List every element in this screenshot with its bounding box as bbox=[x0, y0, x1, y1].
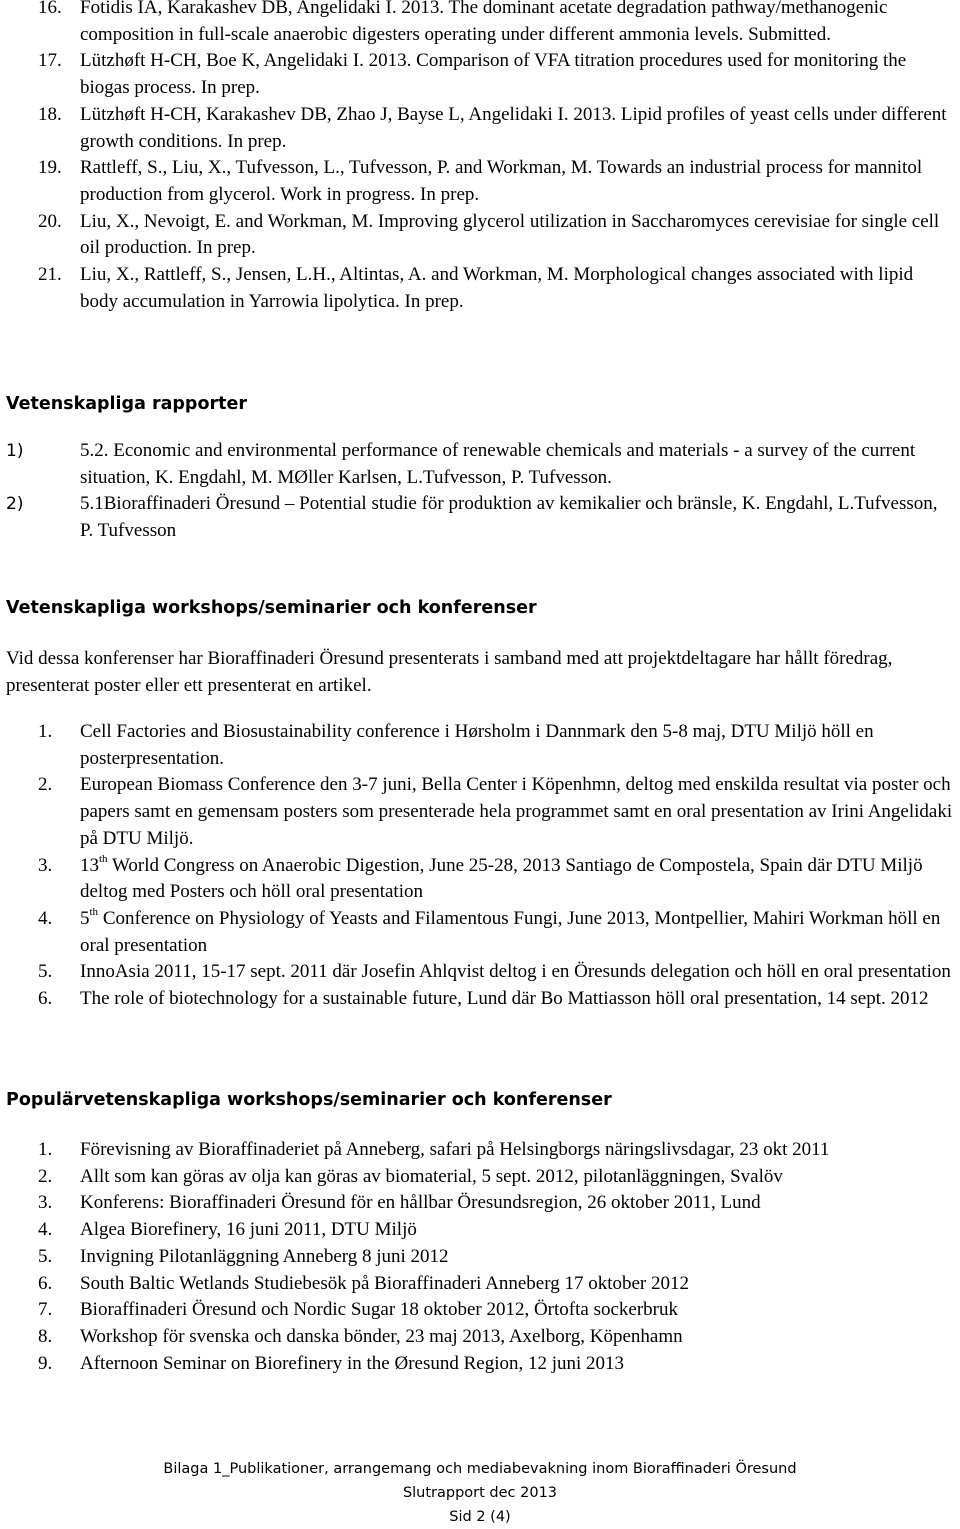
item-text: Workshop för svenska och danska bönder, 23 maj 2013, Axelborg, Köpenhamn bbox=[80, 1325, 683, 1347]
list-item bbox=[38, 986, 960, 1013]
item-text: South Baltic Wetlands Studiebesök på Bioraffinaderi Anneberg 17 oktober 2012 bbox=[80, 1272, 690, 1294]
item-text: 5.2. Economic and environmental performance of renewable chemicals and materials - a survey of the current situation, K. Engdahl, M. MØller Karlsen, L.Tufvesson, P. Tufvesson. bbox=[80, 440, 916, 488]
item-text: Rattleff, S., Liu, X., Tufvesson, L., Tufvesson, P. and Workman, M. Towards an industrial process for mannitol production from glycerol. Work in progress. In prep. bbox=[80, 157, 923, 205]
section-heading-reports: Vetenskapliga rapporter bbox=[6, 394, 247, 414]
list-item bbox=[38, 209, 953, 262]
list-item bbox=[38, 1137, 960, 1164]
list-item bbox=[38, 959, 960, 986]
popular-list bbox=[38, 1137, 960, 1377]
footer-title: Bilaga 1_Publikationer, arrangemang och mediabevakning inom Bioraffinaderi Öresund bbox=[163, 1461, 797, 1477]
item-number: 18. bbox=[38, 103, 62, 125]
list-item bbox=[6, 491, 954, 544]
item-number: 20. bbox=[38, 210, 62, 232]
item-text-body: European Biomass Conference den 3-7 juni, Bella Center i Köpenhmn, deltog med enskilda resultat via poster och papers samt en gemensam posters som presenterade hela programmet samt en oral presentation av Irini Angelidaki på DTU Miljö. bbox=[80, 774, 953, 849]
item-number: 2. bbox=[38, 774, 53, 796]
item-text bbox=[80, 772, 960, 852]
item-text: Invigning Pilotanläggning Anneberg 8 juni 2012 bbox=[80, 1245, 449, 1267]
item-text-body: World Congress on Anaerobic Digestion, June 25-28, 2013 Santiago de Compostela, Spain där DTU Miljö deltog med Posters och höll oral presentation bbox=[80, 854, 923, 903]
item-text: Konferens: Bioraffinaderi Öresund för en hållbar Öresundsregion, 26 oktober 2011, Lund bbox=[80, 1192, 761, 1214]
item-number: 3. bbox=[38, 854, 53, 876]
item-text: Allt som kan göras av olja kan göras av biomaterial, 5 sept. 2012, pilotanläggningen, Svalöv bbox=[80, 1165, 783, 1187]
item-text-body: Conference on Physiology of Yeasts and Filamentous Fungi, June 2013, Montpellier, Mahiri Workman höll en oral presentation bbox=[80, 907, 941, 956]
list-item bbox=[38, 155, 953, 208]
ordinal-suffix: th bbox=[89, 905, 99, 918]
list-item bbox=[38, 719, 960, 772]
list-item bbox=[38, 1244, 960, 1271]
item-text bbox=[80, 906, 960, 959]
list-item bbox=[38, 102, 953, 155]
item-number: 2. bbox=[38, 1165, 53, 1187]
item-number: 1. bbox=[38, 721, 53, 742]
list-item bbox=[38, 1271, 960, 1298]
item-number: 1) bbox=[6, 441, 24, 461]
item-number: 5. bbox=[38, 961, 53, 983]
list-item bbox=[38, 1351, 960, 1378]
item-text: 5.1Bioraffinaderi Öresund – Potential studie för produktion av kemikalier och bränsle, K. Engdahl, L.Tufvesson, P. Tufvesson bbox=[80, 493, 938, 542]
conference-list bbox=[38, 719, 960, 1013]
item-text bbox=[80, 853, 960, 906]
item-text: Lützhøft H-CH, Boe K, Angelidaki I. 2013. Comparison of VFA titration procedures used for monitoring the biogas process. In prep. bbox=[80, 50, 907, 99]
item-text: Lützhøft H-CH, Karakashev DB, Zhao J, Bayse L, Angelidaki I. 2013. Lipid profiles of yeast cells under different growth conditions. In prep. bbox=[80, 103, 947, 152]
item-number: 1. bbox=[38, 1139, 53, 1160]
item-number: 21. bbox=[38, 264, 62, 286]
item-number: 7. bbox=[38, 1299, 53, 1321]
list-item bbox=[38, 1217, 960, 1244]
section-heading-workshops: Vetenskapliga workshops/seminarier och konferenser bbox=[6, 598, 537, 618]
ordinal-suffix: th bbox=[99, 852, 108, 865]
page-footer bbox=[0, 1457, 960, 1529]
item-text: Algea Biorefinery, 16 juni 2011, DTU Miljö bbox=[80, 1219, 417, 1241]
page-number: Sid 2 (4) bbox=[449, 1509, 511, 1525]
list-item bbox=[38, 906, 960, 959]
list-item bbox=[6, 438, 954, 491]
reports-list bbox=[6, 438, 954, 545]
section-intro: Vid dessa konferenser har Bioraffinaderi Öresund presenterats i samband med att projektdeltagare har hållt föredrag, presenterat poster eller ett presenterat en artikel. bbox=[6, 648, 893, 696]
item-text: Afternoon Seminar on Biorefinery in the Øresund Region, 12 juni 2013 bbox=[80, 1352, 625, 1374]
item-number: 5. bbox=[38, 1245, 53, 1267]
list-item bbox=[38, 48, 953, 101]
item-number: 17. bbox=[38, 50, 62, 72]
list-item bbox=[38, 262, 953, 315]
item-text-body: InnoAsia 2011, 15-17 sept. 2011 där Josefin Ahlqvist deltog i en Öresunds delegation och höll en oral presentation bbox=[80, 961, 951, 983]
item-number: 8. bbox=[38, 1325, 53, 1347]
item-number: 9. bbox=[38, 1352, 53, 1374]
item-text: Liu, X., Rattleff, S., Jensen, L.H., Altintas, A. and Workman, M. Morphological changes associated with lipid body accumulation in Yarrowia lipolytica. In prep. bbox=[80, 264, 914, 312]
publication-list bbox=[38, 0, 953, 315]
list-item bbox=[38, 1190, 960, 1217]
item-number: 19. bbox=[38, 157, 62, 179]
item-text: Bioraffinaderi Öresund och Nordic Sugar 18 oktober 2012, Örtofta sockerbruk bbox=[80, 1299, 678, 1321]
ordinal-number: 5 bbox=[80, 907, 90, 929]
list-item bbox=[38, 1297, 960, 1324]
list-item bbox=[38, 1164, 960, 1191]
section-heading-popular: Populärvetenskapliga workshops/seminarier och konferenser bbox=[6, 1090, 612, 1110]
item-text: Förevisning av Bioraffinaderiet på Anneberg, safari på Helsingborgs näringslivsdagar, 23 okt 2011 bbox=[80, 1139, 830, 1160]
item-number: 4. bbox=[38, 907, 53, 929]
item-text-body: Cell Factories and Biosustainability conference i Hørsholm i Dannmark den 5-8 maj, DTU Miljö höll en posterpresentation. bbox=[80, 721, 874, 769]
item-number: 2) bbox=[6, 494, 24, 515]
item-number: 6. bbox=[38, 988, 53, 1010]
item-number: 16. bbox=[38, 0, 62, 18]
list-item bbox=[38, 0, 953, 48]
item-text: Liu, X., Nevoigt, E. and Workman, M. Improving glycerol utilization in Saccharomyces cerevisiae for single cell oil production. In prep. bbox=[80, 210, 940, 259]
item-number: 3. bbox=[38, 1192, 53, 1214]
ordinal-number: 13 bbox=[80, 854, 99, 876]
item-text bbox=[80, 959, 960, 986]
list-item bbox=[38, 772, 960, 852]
list-item bbox=[38, 1324, 960, 1351]
item-number: 4. bbox=[38, 1219, 53, 1241]
list-item bbox=[38, 853, 960, 906]
item-text bbox=[80, 986, 960, 1013]
item-text bbox=[80, 719, 960, 772]
footer-subtitle: Slutrapport dec 2013 bbox=[402, 1485, 558, 1501]
item-number: 6. bbox=[38, 1272, 53, 1294]
item-text-body: The role of biotechnology for a sustainable future, Lund där Bo Mattiasson höll oral presentation, 14 sept. 2012 bbox=[80, 988, 929, 1010]
item-text: Fotidis IA, Karakashev DB, Angelidaki I. 2013. The dominant acetate degradation pathway/methanogenic composition in full-scale anaerobic digesters operating under different ammonia levels. Submitted. bbox=[80, 0, 888, 45]
